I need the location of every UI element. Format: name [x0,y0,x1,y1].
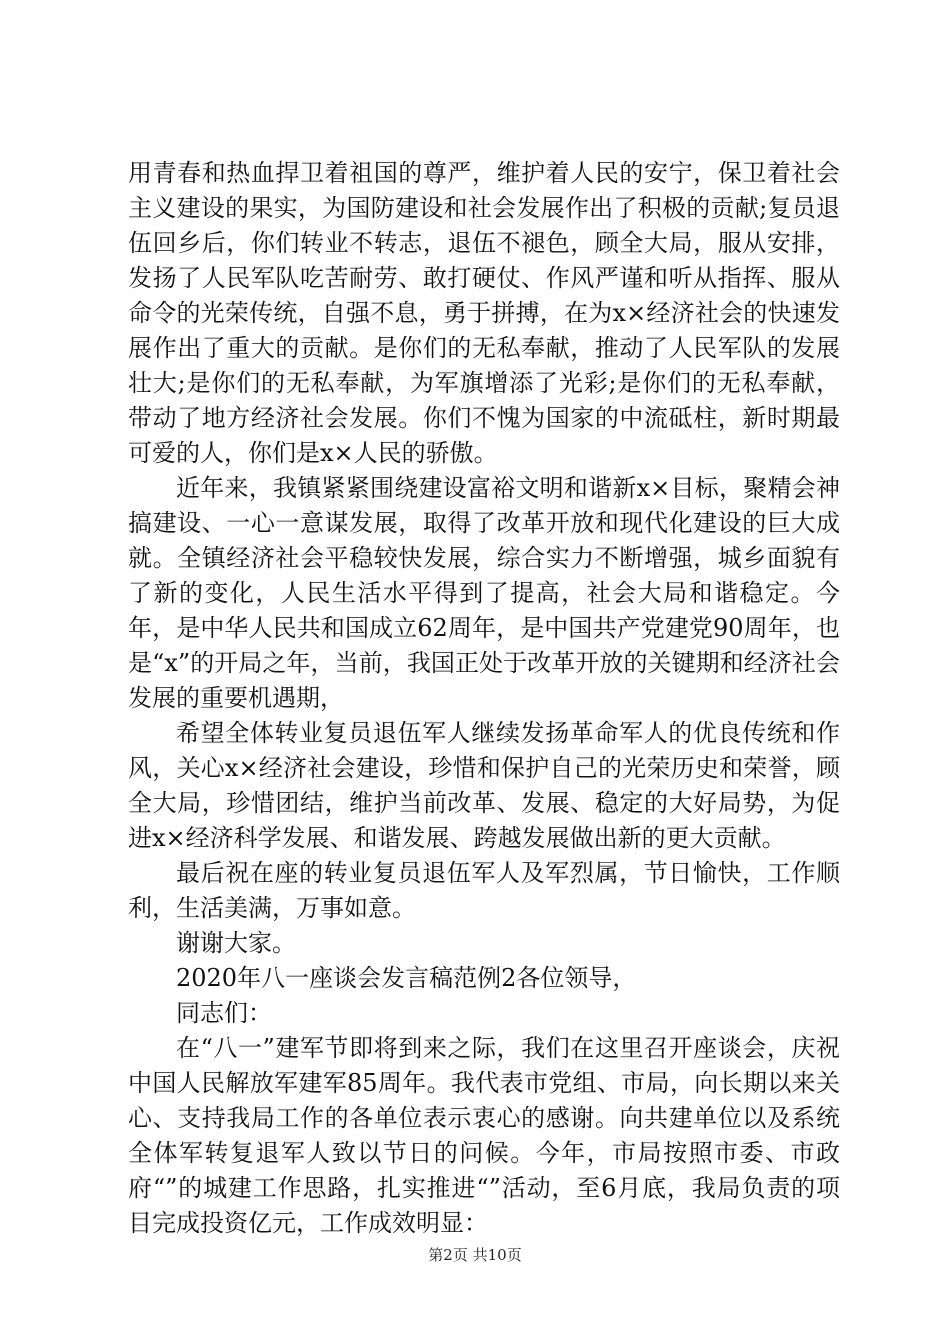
paragraph-7: 同志们： [176,999,272,1027]
paragraph-8: 在“八一”建军节即将到来之际，我们在这里召开座谈会，庆祝中国人民解放军建军85周年。我代表市党组、市局，向长期以来关心、支持我局工作的各单位表示衷心的感谢。向共建单位以及系统全体军转复退军人致以节日的问候。今年，市局按照市委、市政府“”的城建工作思路，扎实推进“”活动，至6月底，我局负责的项目完成投资亿元，工作成效明显： [128,1034,840,1237]
document-body [128,156,840,1241]
paragraph-6: 2020年八一座谈会发言稿范例2各位领导， [176,964,637,992]
paragraph-5: 谢谢大家。 [176,929,296,957]
page-number-footer: 第2页 共10页 [428,1246,522,1264]
paragraph-4: 最后祝在座的转业复员退伍军人及军烈属，节日愉快，工作顺利，生活美满，万事如意。 [128,859,840,922]
paragraph-1: 用青春和热血捍卫着祖国的尊严，维护着人民的安宁，保卫着社会主义建设的果实，为国防建设和社会发展作出了积极的贡献;复员退伍回乡后，你们转业不转志，退伍不褪色，顾全大局，服从安排，发扬了人民军队吃苦耐劳、敢打硬仗、作风严谨和听从指挥、服从命令的光荣传统，自强不息，勇于拼搏，在为x×经济社会的快速发展作出了重大的贡献。是你们的无私奉献，推动了人民军队的发展壮大;是你们的无私奉献，为军旗增添了光彩;是你们的无私奉献，带动了地方经济社会发展。你们不愧为国家的中流砥柱，新时期最可爱的人，你们是x×人民的骄傲。 [128,159,840,467]
paragraph-2: 近年来，我镇紧紧围绕建设富裕文明和谐新x×目标，聚精会神搞建设、一心一意谋发展，取得了改革开放和现代化建设的巨大成就。全镇经济社会平稳较快发展，综合实力不断增强，城乡面貌有了新的变化，人民生活水平得到了提高，社会大局和谐稳定。今年，是中华人民共和国成立62周年，是中国共产党建党90周年，也是“x”的开局之年，当前，我国正处于改革开放的关键期和经济社会发展的重要机遇期， [128,474,840,712]
paragraph-3: 希望全体转业复员退伍军人继续发扬革命军人的优良传统和作风，关心x×经济社会建设，珍惜和保护自己的光荣历史和荣誉，顾全大局，珍惜团结，维护当前改革、发展、稳定的大好局势，为促进x×经济科学发展、和谐发展、跨越发展做出新的更大贡献。 [128,719,840,852]
